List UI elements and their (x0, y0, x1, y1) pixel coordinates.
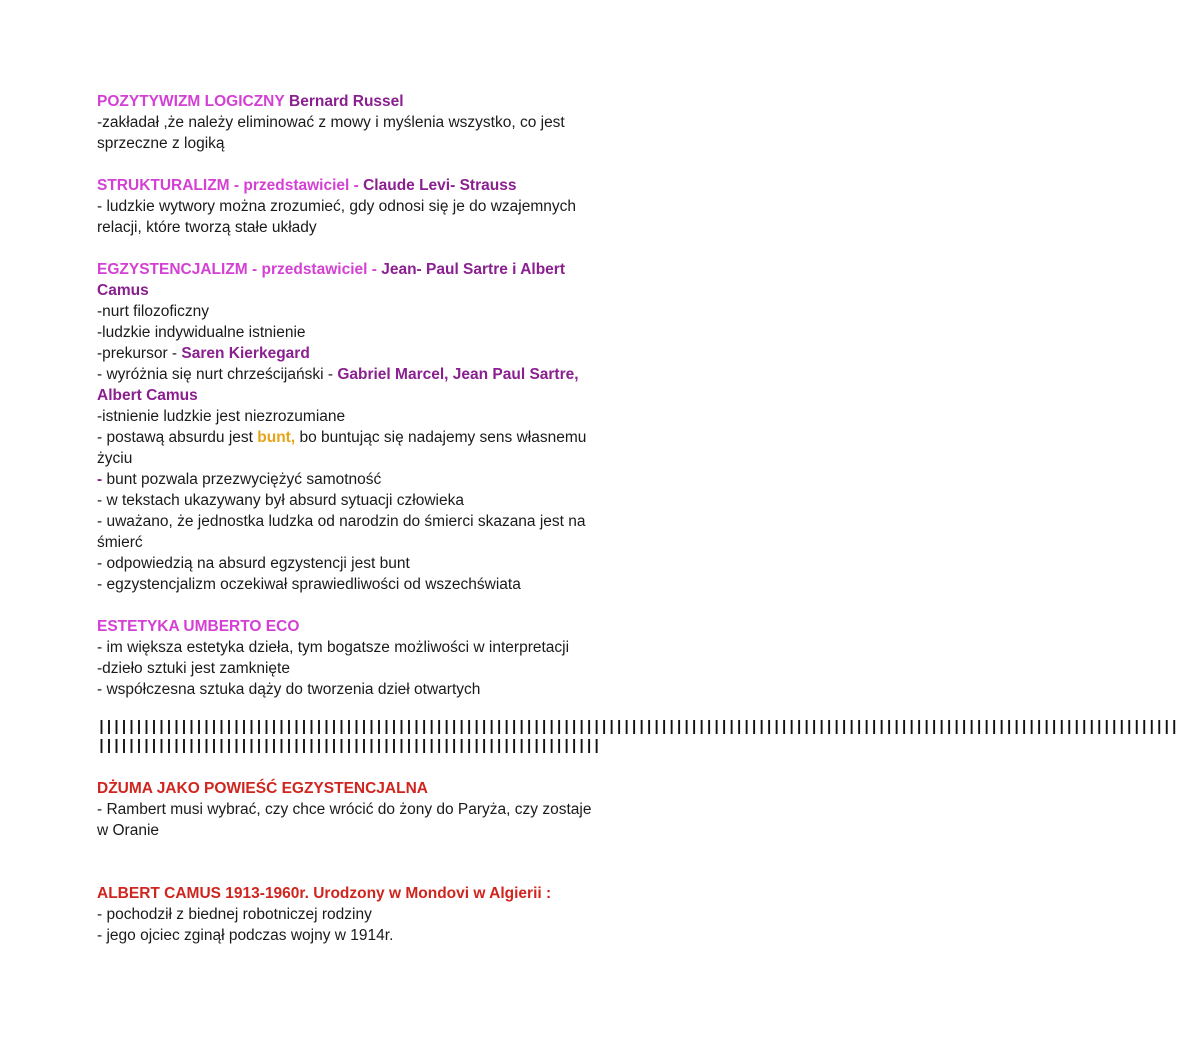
text-line: -prekursor - Saren Kierkegard (97, 345, 310, 362)
text-line: - Rambert musi wybrać, czy chce wrócić do żony do Paryża, czy zostaje (97, 801, 592, 818)
text-line: - egzystencjalizm oczekiwał sprawiedliwości od wszechświata (97, 576, 521, 593)
text-line: - uważano, że jednostka ludzka od narodzin do śmierci skazana jest na (97, 513, 586, 530)
section-estetyka (97, 616, 710, 700)
section-dzuma (97, 778, 710, 841)
heading-strukturalizm: STRUKTURALIZM - przedstawiciel - Claude Levi- Strauss (97, 177, 517, 194)
text-line: - pochodził z biednej robotniczej rodziny (97, 906, 372, 923)
text-line: - odpowiedzią na absurd egzystencji jest bunt (97, 555, 410, 572)
heading-estetyka: ESTETYKA UMBERTO ECO (97, 618, 300, 635)
heading-camus: ALBERT CAMUS 1913-1960r. Urodzony w Mondovi w Algierii : (97, 885, 552, 902)
text-line: - w tekstach ukazywany był absurd sytuacji człowieka (97, 492, 464, 509)
text-line: - jego ojciec zginął podczas wojny w 1914r. (97, 927, 394, 944)
text-line: Albert Camus (97, 387, 198, 404)
text-line: w Oranie (97, 822, 160, 839)
text-line: śmierć (97, 534, 143, 551)
heading-dzuma: DŻUMA JAKO POWIEŚĆ EGZYSTENCJALNA (97, 780, 428, 797)
divider-row: ||||||||||||||||||||||||||||||||||||||||||||||||||||||||||||||||||| (97, 738, 600, 755)
section-camus (97, 883, 710, 946)
text-line: - ludzkie wytwory można zrozumieć, gdy odnosi się je do wzajemnych (97, 198, 576, 215)
section-pozytywizm (97, 91, 710, 154)
text-line: relacji, które tworzą stałe układy (97, 219, 317, 236)
text-line: -dzieło sztuki jest zamknięte (97, 660, 290, 677)
text-line: - współczesna sztuka dąży do tworzenia dzieł otwartych (97, 681, 481, 698)
text-line: - im większa estetyka dzieła, tym bogatsze możliwości w interpretacji (97, 639, 570, 656)
text-line: -istnienie ludzkie jest niezrozumiane (97, 408, 346, 425)
section-egzystencjalizm (97, 259, 710, 595)
heading-egzystencjalizm-cont: Camus (97, 282, 149, 299)
text-line: - bunt pozwala przezwyciężyć samotność (97, 471, 382, 488)
section-strukturalizm (97, 175, 710, 238)
divider-row: |||||||||||||||||||||||||||||||||||||||||||||||||||||||||||||||||||||||||||||||||||||||||||||||||||||||||||||||||||||||||||||||||||||||||||||||| (97, 719, 1177, 736)
text-line: - postawą absurdu jest bunt, bo buntując się nadajemy sens własnemu (97, 429, 587, 446)
heading-egzystencjalizm: EGZYSTENCJALIZM - przedstawiciel - Jean- Paul Sartre i Albert (97, 261, 565, 278)
text-line: sprzeczne z logiką (97, 135, 225, 152)
divider-bars (97, 718, 1177, 756)
heading-pozytywizm: POZYTYWIZM LOGICZNY Bernard Russel (97, 93, 404, 110)
text-line: -ludzkie indywidualne istnienie (97, 324, 306, 341)
text-line: -nurt filozoficzny (97, 303, 209, 320)
text-line: życiu (97, 450, 133, 467)
text-line: -zakładał ,że należy eliminować z mowy i myślenia wszystko, co jest (97, 114, 565, 131)
text-line: - wyróżnia się nurt chrześcijański - Gabriel Marcel, Jean Paul Sartre, (97, 366, 579, 383)
